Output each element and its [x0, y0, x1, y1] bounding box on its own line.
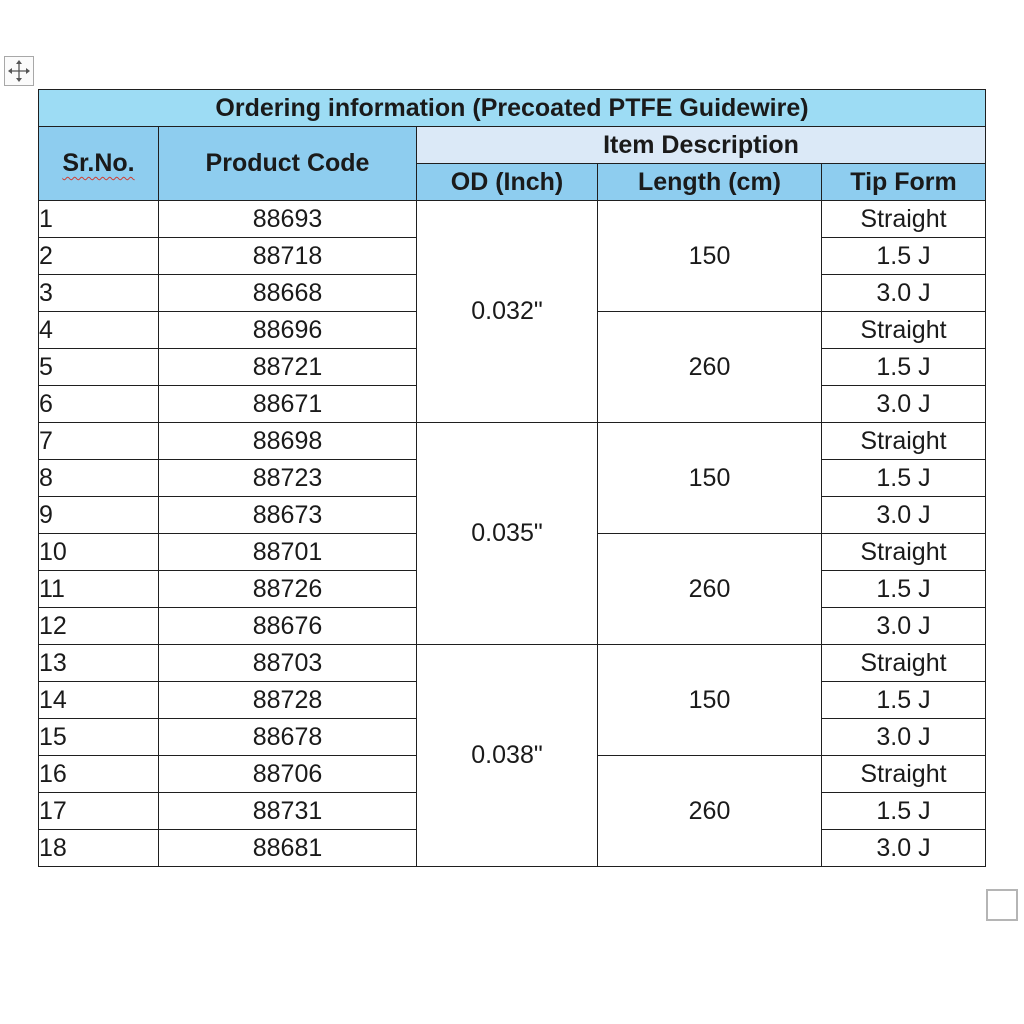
product-code-cell: 88728 — [159, 682, 417, 719]
product-code-cell: 88703 — [159, 645, 417, 682]
length-cell: 150 — [598, 423, 822, 534]
tip-form-cell: Straight — [822, 645, 986, 682]
sr-no-cell: 6 — [39, 386, 159, 423]
od-cell: 0.035" — [417, 423, 598, 645]
tip-form-cell: Straight — [822, 756, 986, 793]
header-od: OD (Inch) — [417, 164, 598, 201]
sr-no-cell: 13 — [39, 645, 159, 682]
move-arrows-icon — [5, 57, 33, 85]
header-tip-form: Tip Form — [822, 164, 986, 201]
product-code-cell: 88698 — [159, 423, 417, 460]
length-cell: 150 — [598, 201, 822, 312]
length-cell: 150 — [598, 645, 822, 756]
title-row — [39, 90, 986, 127]
length-cell: 260 — [598, 312, 822, 423]
tip-form-cell: 1.5 J — [822, 793, 986, 830]
product-code-cell: 88693 — [159, 201, 417, 238]
sr-no-cell: 3 — [39, 275, 159, 312]
tip-form-cell: 1.5 J — [822, 571, 986, 608]
table-title: Ordering information (Precoated PTFE Guidewire) — [39, 90, 986, 127]
product-code-cell: 88701 — [159, 534, 417, 571]
header-item-description: Item Description — [417, 127, 986, 164]
product-code-cell: 88723 — [159, 460, 417, 497]
tip-form-cell: 1.5 J — [822, 682, 986, 719]
sr-no-cell: 16 — [39, 756, 159, 793]
sr-no-cell: 5 — [39, 349, 159, 386]
tip-form-cell: Straight — [822, 423, 986, 460]
sr-no-cell: 7 — [39, 423, 159, 460]
sr-no-cell: 11 — [39, 571, 159, 608]
product-code-cell: 88706 — [159, 756, 417, 793]
tip-form-cell: 1.5 J — [822, 460, 986, 497]
tip-form-cell: 3.0 J — [822, 719, 986, 756]
tip-form-cell: Straight — [822, 312, 986, 349]
product-code-cell: 88731 — [159, 793, 417, 830]
tip-form-cell: Straight — [822, 201, 986, 238]
sr-no-cell: 18 — [39, 830, 159, 867]
sr-no-cell: 12 — [39, 608, 159, 645]
sr-no-cell: 8 — [39, 460, 159, 497]
od-cell: 0.038" — [417, 645, 598, 867]
table-row — [39, 201, 986, 238]
product-code-cell: 88718 — [159, 238, 417, 275]
sr-no-cell: 14 — [39, 682, 159, 719]
product-code-cell: 88726 — [159, 571, 417, 608]
product-code-cell: 88696 — [159, 312, 417, 349]
table-row — [39, 645, 986, 682]
tip-form-cell: 3.0 J — [822, 608, 986, 645]
product-code-cell: 88721 — [159, 349, 417, 386]
product-code-cell: 88678 — [159, 719, 417, 756]
od-cell: 0.032" — [417, 201, 598, 423]
header-product-code: Product Code — [159, 127, 417, 201]
length-cell: 260 — [598, 756, 822, 867]
sr-no-cell: 4 — [39, 312, 159, 349]
table-resize-handle[interactable] — [986, 889, 1018, 921]
ordering-information-table — [38, 89, 986, 867]
header-sr-no-label: Sr.No. — [62, 149, 135, 177]
header-length: Length (cm) — [598, 164, 822, 201]
sr-no-cell: 9 — [39, 497, 159, 534]
tip-form-cell: 3.0 J — [822, 497, 986, 534]
product-code-cell: 88681 — [159, 830, 417, 867]
header-row-1 — [39, 127, 986, 164]
sr-no-cell: 1 — [39, 201, 159, 238]
tip-form-cell: 3.0 J — [822, 830, 986, 867]
length-cell: 260 — [598, 534, 822, 645]
sr-no-cell: 10 — [39, 534, 159, 571]
table-row — [39, 423, 986, 460]
tip-form-cell: 1.5 J — [822, 238, 986, 275]
sr-no-cell: 2 — [39, 238, 159, 275]
tip-form-cell: Straight — [822, 534, 986, 571]
table-move-handle-icon[interactable] — [4, 56, 34, 86]
tip-form-cell: 1.5 J — [822, 349, 986, 386]
sr-no-cell: 15 — [39, 719, 159, 756]
product-code-cell: 88673 — [159, 497, 417, 534]
product-code-cell: 88668 — [159, 275, 417, 312]
sr-no-cell: 17 — [39, 793, 159, 830]
product-code-cell: 88676 — [159, 608, 417, 645]
tip-form-cell: 3.0 J — [822, 275, 986, 312]
tip-form-cell: 3.0 J — [822, 386, 986, 423]
product-code-cell: 88671 — [159, 386, 417, 423]
header-sr-no — [39, 127, 159, 201]
